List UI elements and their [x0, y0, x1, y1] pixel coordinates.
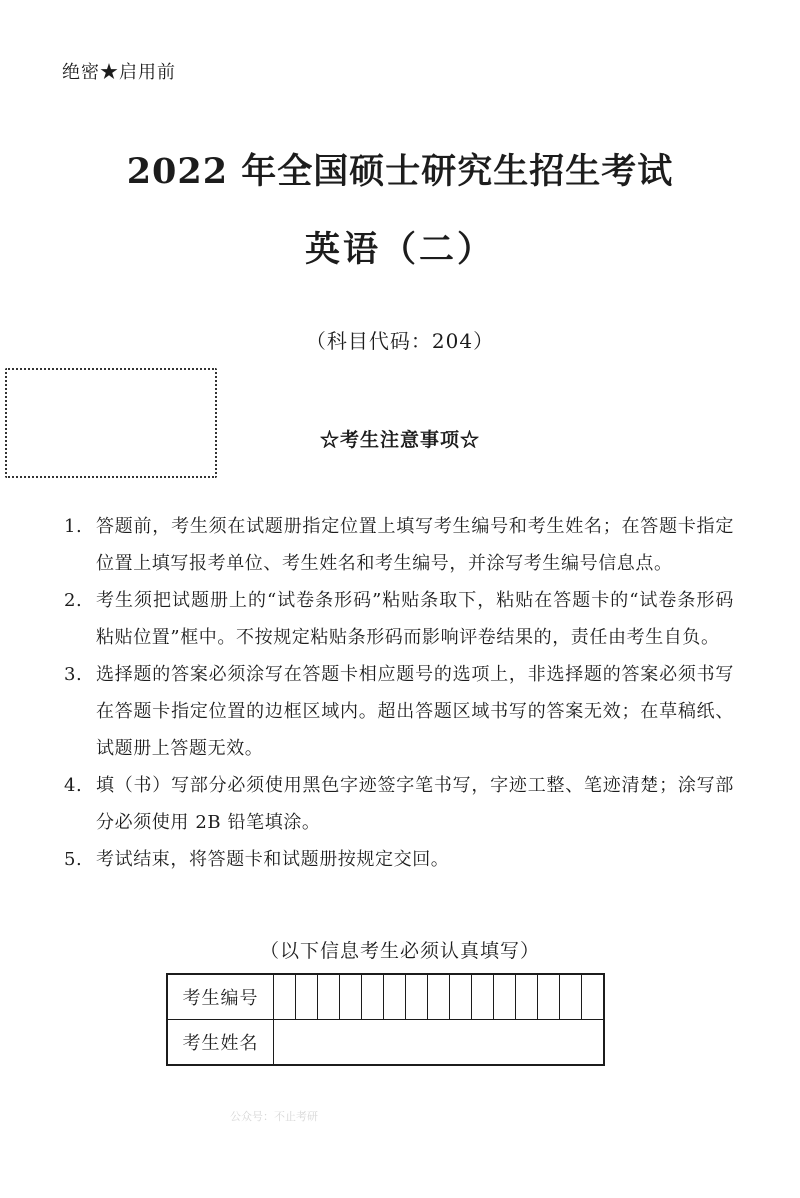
- notice-item-number: 4.: [64, 775, 83, 796]
- candidate-info-table: [166, 973, 605, 1066]
- notice-item-number: 3.: [64, 664, 83, 685]
- notice-item-number: 1.: [64, 516, 83, 537]
- candidate-id-label: 考生编号: [167, 974, 274, 1020]
- candidate-id-digit-box[interactable]: [406, 974, 428, 1020]
- notice-item: [64, 656, 734, 767]
- notice-item: [64, 582, 734, 656]
- notice-item: [64, 841, 734, 878]
- candidate-id-row: [167, 974, 604, 1020]
- candidate-id-digit-box[interactable]: [296, 974, 318, 1020]
- candidate-id-digit-box[interactable]: [384, 974, 406, 1020]
- notice-item: [64, 508, 734, 582]
- notice-item-text: 考生须把试题册上的“试卷条形码”粘贴条取下，粘贴在答题卡的“试卷条形码粘贴位置”框中。不按规定粘贴条形码而影响评卷结果的，责任由考生自负。: [96, 590, 734, 648]
- candidate-id-digit-box[interactable]: [516, 974, 538, 1020]
- candidate-name-row: [167, 1020, 604, 1066]
- notice-list: [64, 508, 734, 878]
- candidate-name-label: 考生姓名: [167, 1020, 274, 1066]
- notice-item: [64, 767, 734, 841]
- candidate-id-digit-box[interactable]: [472, 974, 494, 1020]
- fill-instruction: （以下信息考生必须认真填写）: [259, 940, 540, 962]
- watermark-text: 公众号：不止考研: [230, 1110, 318, 1123]
- subject-code: （科目代码：204）: [305, 329, 495, 353]
- candidate-id-digit-box[interactable]: [538, 974, 560, 1020]
- notice-item-text: 考试结束，将答题卡和试题册按规定交回。: [96, 849, 450, 870]
- candidate-name-field[interactable]: [274, 1020, 605, 1066]
- notice-item-number: 5.: [64, 849, 83, 870]
- candidate-id-digit-box[interactable]: [450, 974, 472, 1020]
- notice-item-text: 答题前，考生须在试题册指定位置上填写考生编号和考生姓名；在答题卡指定位置上填写报考单位、考生姓名和考生编号，并涂写考生编号信息点。: [96, 516, 734, 574]
- candidate-id-digit-box[interactable]: [362, 974, 384, 1020]
- candidate-id-digit-box[interactable]: [582, 974, 605, 1020]
- notice-item-text: 填（书）写部分必须使用黑色字迹签字笔书写，字迹工整、笔迹清楚；涂写部分必须使用 2B 铅笔填涂。: [96, 775, 734, 833]
- candidate-id-digit-box[interactable]: [274, 974, 296, 1020]
- candidate-id-digit-box[interactable]: [428, 974, 450, 1020]
- candidate-id-digit-box[interactable]: [494, 974, 516, 1020]
- exam-subject: 英语（二）: [304, 229, 495, 270]
- candidate-id-digit-box[interactable]: [560, 974, 582, 1020]
- notice-item-text: 选择题的答案必须涂写在答题卡相应题号的选项上，非选择题的答案必须书写在答题卡指定位置的边框区域内。超出答题区域书写的答案无效；在草稿纸、试题册上答题无效。: [96, 664, 734, 759]
- notice-heading: ☆考生注意事项☆: [319, 429, 480, 451]
- notice-item-number: 2.: [64, 590, 83, 611]
- barcode-placement-box: [5, 368, 217, 478]
- candidate-id-digit-box[interactable]: [340, 974, 362, 1020]
- exam-title: 2022 年全国硕士研究生招生考试: [126, 151, 674, 192]
- candidate-id-digit-box[interactable]: [318, 974, 340, 1020]
- classification-label: 绝密★启用前: [62, 62, 176, 83]
